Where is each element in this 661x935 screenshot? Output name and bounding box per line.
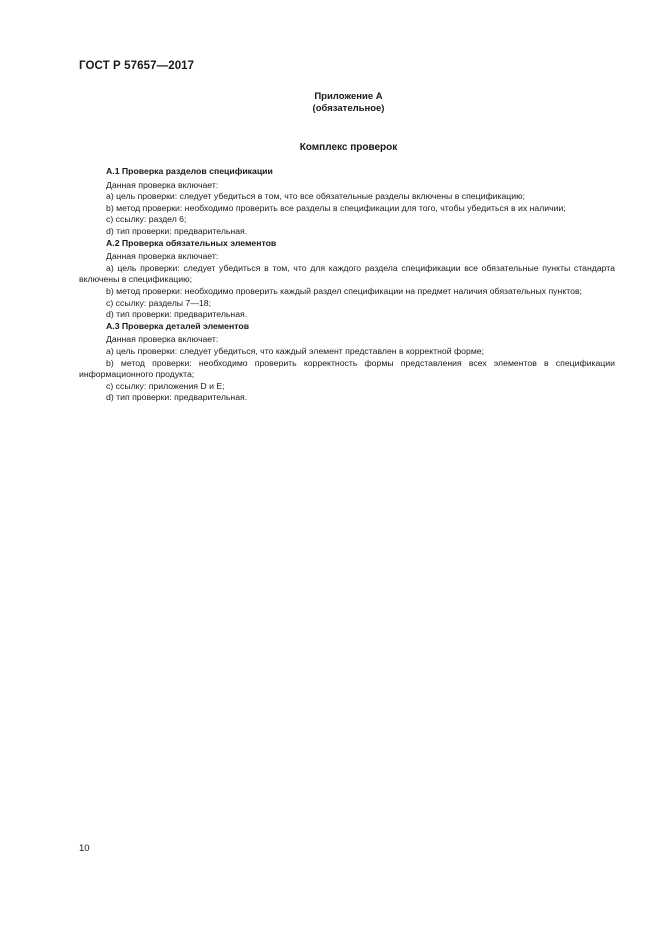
- item-a: а) цель проверки: следует убедиться, что каждый элемент представлен в корректной форме;: [106, 345, 485, 356]
- item-a: а) цель проверки: следует убедиться в том, что все обязательные разделы включены в спецификацию;: [106, 191, 526, 202]
- item-b: b) метод проверки: необходимо проверить каждый раздел спецификации на предмет наличия обязательных пунктов;: [106, 285, 582, 296]
- item-b: b) метод проверки: необходимо проверить корректность формы представления всех элементов в спецификации информационного продукта;: [79, 357, 615, 380]
- item-d: d) тип проверки: предварительная.: [106, 225, 248, 236]
- annex-title: Приложение А: [314, 91, 383, 102]
- section-intro: Данная проверка включает:: [106, 251, 219, 262]
- standard-designation: ГОСТ Р 57657—2017: [79, 60, 195, 72]
- item-d: d) тип проверки: предварительная.: [106, 309, 248, 320]
- section-title: А.1 Проверка разделов спецификации: [106, 166, 273, 176]
- main-title: [0, 142, 661, 153]
- item-b: b) метод проверки: необходимо проверить все разделы в спецификации для того, чтобы убедиться в их наличии;: [106, 202, 566, 213]
- section-a2: [79, 238, 615, 321]
- item-c: с) ссылку: разделы 7—18;: [106, 297, 212, 308]
- section-title: А.2 Проверка обязательных элементов: [106, 237, 277, 248]
- main-title-text: Комплекс проверок: [299, 142, 398, 153]
- section-a1: [79, 166, 615, 238]
- section-a3: [79, 321, 615, 404]
- annex-status: (обязательное): [312, 103, 385, 114]
- section-intro: Данная проверка включает:: [106, 179, 219, 190]
- section-title: А.3 Проверка деталей элементов: [106, 320, 250, 331]
- item-c: с) ссылку: раздел 6;: [106, 214, 187, 225]
- document-body: [79, 166, 615, 404]
- item-c: с) ссылку: приложения D и Е;: [106, 380, 225, 391]
- annex-heading: [0, 91, 661, 115]
- page-number: 10: [79, 843, 90, 854]
- section-intro: Данная проверка включает:: [106, 334, 219, 345]
- item-a: а) цель проверки: следует убедиться в том, что для каждого раздела спецификации все обязательные пункты стандарта включены в спецификацию;: [79, 262, 615, 285]
- item-d: d) тип проверки: предварительная.: [106, 392, 248, 403]
